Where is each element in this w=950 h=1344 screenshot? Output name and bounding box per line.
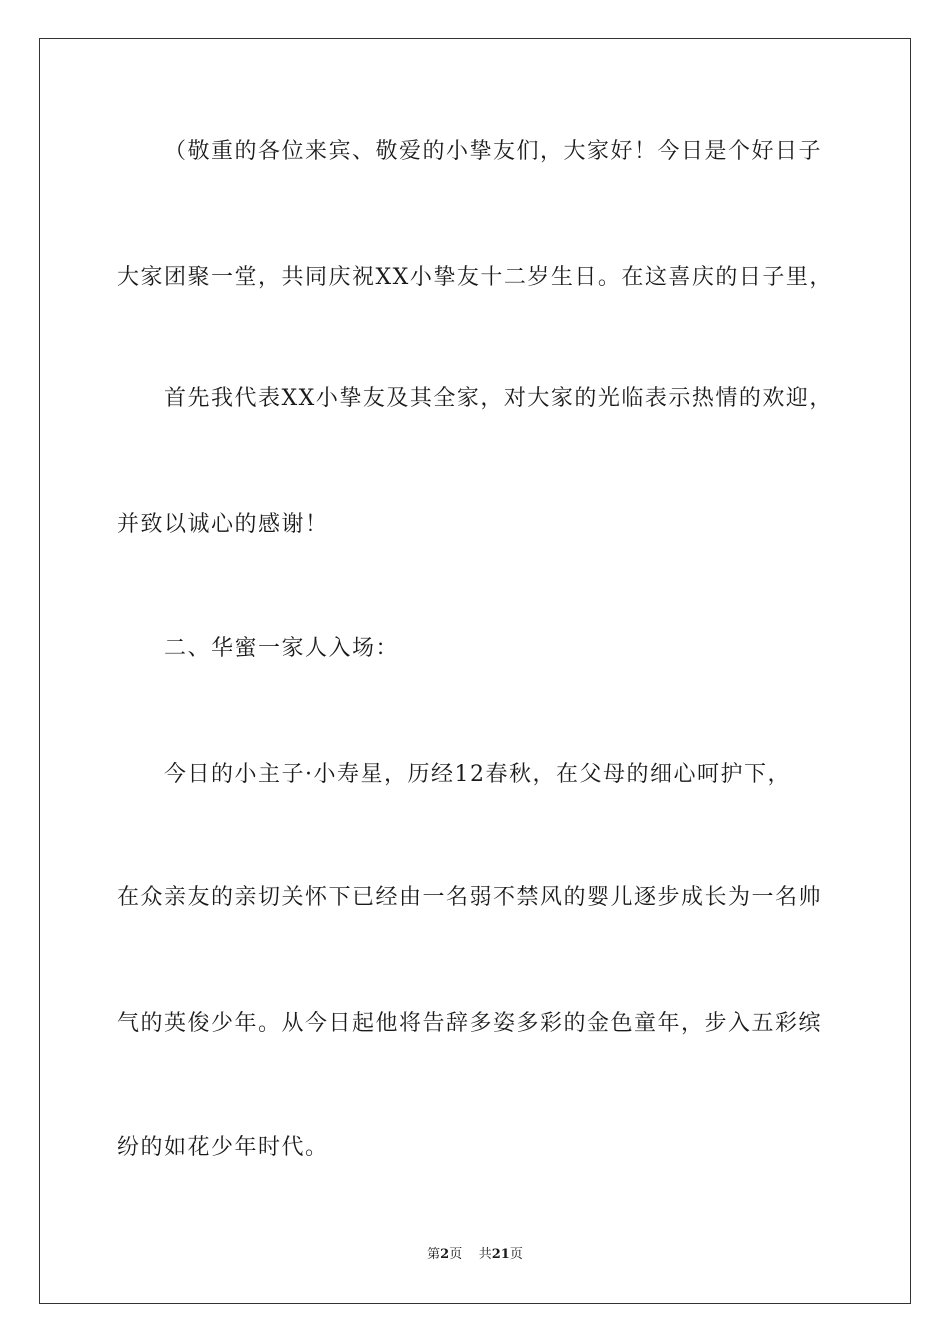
paragraph-line-8: 气的英俊少年。从今日起他将告辞多姿多彩的金色童年，步入五彩缤 <box>117 1011 823 1036</box>
page-border <box>39 38 911 1304</box>
page-footer <box>0 1246 950 1264</box>
page-suffix: 页 <box>449 1247 463 1262</box>
paragraph-line-4: 并致以诚心的感谢！ <box>117 512 329 537</box>
paragraph-line-1: （敬重的各位来宾、敬爱的小挚友们，大家好！今日是个好日子 <box>164 139 823 164</box>
paragraph-line-2: 大家团聚一堂，共同庆祝XX小挚友十二岁生日。在这喜庆的日子里， <box>117 265 833 290</box>
paragraph-line-3: 首先我代表XX小挚友及其全家，对大家的光临表示热情的欢迎， <box>164 386 833 411</box>
paragraph-line-6: 今日的小主子·小寿星，历经12春秋，在父母的细心呵护下， <box>164 762 791 787</box>
paragraph-line-7: 在众亲友的亲切关怀下已经由一名弱不禁风的婴儿逐步成长为一名帅 <box>117 885 823 910</box>
page-prefix: 第 <box>427 1247 441 1262</box>
total-pages: 21 <box>491 1247 510 1262</box>
section-heading: 二、华蜜一家人入场： <box>164 636 400 661</box>
total-prefix: 共 <box>478 1247 492 1262</box>
page-number: 2 <box>440 1247 450 1262</box>
total-suffix: 页 <box>509 1247 523 1262</box>
paragraph-line-9: 纷的如花少年时代。 <box>117 1135 329 1160</box>
